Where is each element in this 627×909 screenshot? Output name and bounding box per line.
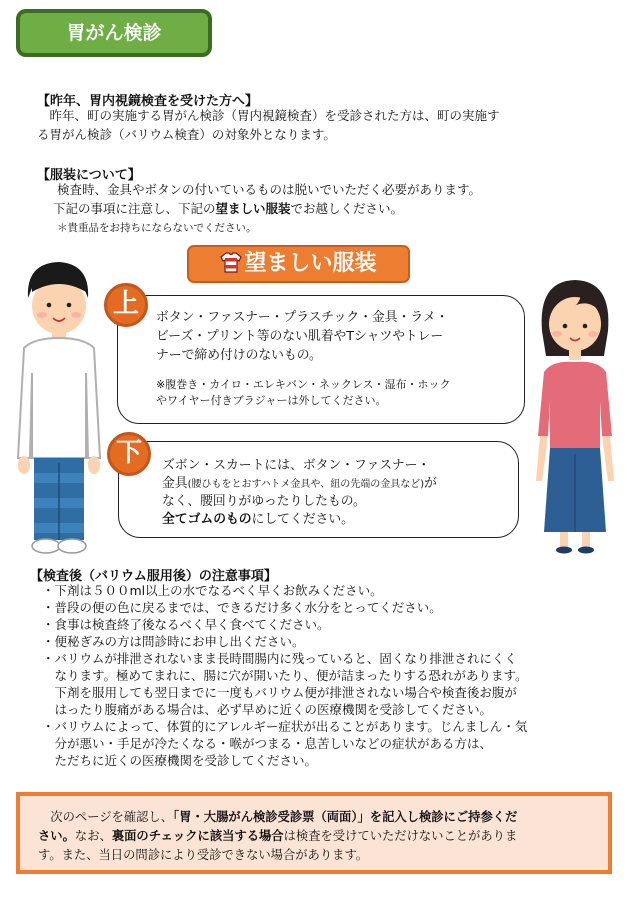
bottom-clothing-line-4 (162, 511, 354, 529)
after-exam-heading: 【検査後（バリウム服用後）の注意事項】 (30, 569, 277, 584)
after-exam-item: ・普段の便の色に戻るまでは、できるだけ多く水分をとってください。 (42, 600, 442, 615)
recommended-clothing-header (187, 245, 410, 283)
top-clothing-line-2: ビーズ・プリント等のない肌着やTシャツやトレー (156, 329, 444, 344)
footer-p2-bold2: 裏面のチェックに該当する場合 (111, 829, 284, 843)
footer-note-line-2 (38, 827, 598, 846)
page-title: 胃がん検診 (66, 22, 162, 44)
after-exam-item: ・バリウムが排泄されないまま長時間腸内に残っていると、固くなり排泄されにくく (42, 651, 517, 666)
footer-note-box (16, 792, 612, 874)
bottom-clothing-line-1: ズボン・スカートには、ボタン・ファスナー・ (162, 458, 431, 473)
after-exam-item: 分が悪い・手足が冷たくなる・喉がつまる・息苦しいなどの症状がある方は、 (42, 736, 493, 751)
top-clothing-line-1: ボタン・ファスナー・プラスチック・金具・ラメ・ (156, 310, 449, 325)
footer-p2-bold1: さい。 (38, 829, 75, 843)
footer-note-line-3: す。また、当日の問診により受診できない場合があります。 (38, 848, 369, 862)
footer-note-line-1 (38, 808, 598, 827)
clothing-line-2 (53, 200, 403, 218)
clothing-heading: 【服装について】 (37, 168, 141, 183)
woman-illustration (530, 276, 620, 558)
after-exam-item: ・食事は検査終了後なるべく早く食べてください。 (42, 617, 330, 632)
footer-p1-pre: 次のページを確認し、 (38, 810, 174, 824)
top-clothing-line-3: ナーで締め付けのないもの。 (156, 348, 322, 363)
bottom-badge: 下 (107, 432, 151, 476)
after-exam-list (42, 582, 528, 769)
after-exam-item: ・下剤は５００ml以上の水でなるべく早くお飲みください。 (42, 583, 383, 598)
last-year-heading: 【昨年、胃内視鏡検査を受けた方へ】 (37, 94, 259, 109)
clothing-line-2-bold: 望ましい服装 (215, 201, 291, 216)
bottom-line-2-pre: 金具 (162, 476, 188, 491)
recommended-clothing-title: 望ましい服装 (244, 251, 377, 276)
top-clothing-note-1: ※腹巻き・カイロ・エレキバン・ネックレス・湿布・ホック (156, 378, 451, 391)
after-exam-item: ・バリウムによって、体質的にアレルギー症状が出ることがあります。じんましん・気 (42, 719, 528, 734)
clothing-line-1: 検査時、金具やボタンの付いているものは脱いでいただく必要があります。 (57, 182, 482, 197)
footer-p1-bold: 「胃・大腸がん検診受診票（両面）」を記入し検診にご持参くだ (173, 810, 518, 824)
bottom-clothing-line-3: なく、腰回りがゆったりしたもの。 (162, 494, 366, 509)
after-exam-item: ・便秘ぎみの方は問診時にお申し出ください。 (42, 634, 305, 649)
last-year-line-2: る胃がん検診（バリウム検査）の対象外となります。 (37, 127, 336, 142)
bottom-line-2-small: (腰ひもをとおすハトメ金具や、紐の先端の金具など) (187, 479, 425, 490)
bottom-clothing-line-2 (162, 475, 437, 494)
man-illustration (14, 258, 104, 558)
after-exam-item: はったり腹痛がある場合は、必ず早めに近くの医療機関を受診してください。 (42, 702, 493, 717)
after-exam-item: なります。極めてまれに、腸に穴が開いたり、便が詰まったりする恐れがあります。 (42, 668, 528, 683)
bottom-line-2-post: が (424, 476, 437, 491)
last-year-line-1: 昨年、町の実施する胃がん検診（胃内視鏡検査）を受診された方は、町の実施す (37, 108, 500, 123)
page-title-badge (16, 9, 212, 57)
footer-p2-post: は検査を受けていただけないことがありま (283, 829, 518, 843)
after-exam-item: 下剤を服用しても翌日までに一度もバリウム便が排泄されない場合や検査後お腹が (42, 685, 517, 700)
bottom-line-4-bold: 全てゴムのもの (162, 512, 252, 527)
footer-p2-mid: なお、 (74, 829, 112, 843)
top-badge: 上 (104, 283, 148, 327)
top-clothing-note-2: やワイヤー付きブラジャーは外してください。 (156, 394, 387, 407)
clothing-line-2-post: でお越しください。 (290, 201, 404, 216)
clothing-line-2-pre: 下記の事項に注意し、下記の (53, 201, 216, 216)
shirt-icon (220, 251, 242, 273)
valuables-note: ＊貴重品をお持ちにならないでください。 (57, 222, 257, 234)
after-exam-item: ただちに近くの医療機関を受診してください。 (42, 753, 318, 768)
bottom-line-4-post: にしてください。 (251, 512, 354, 527)
